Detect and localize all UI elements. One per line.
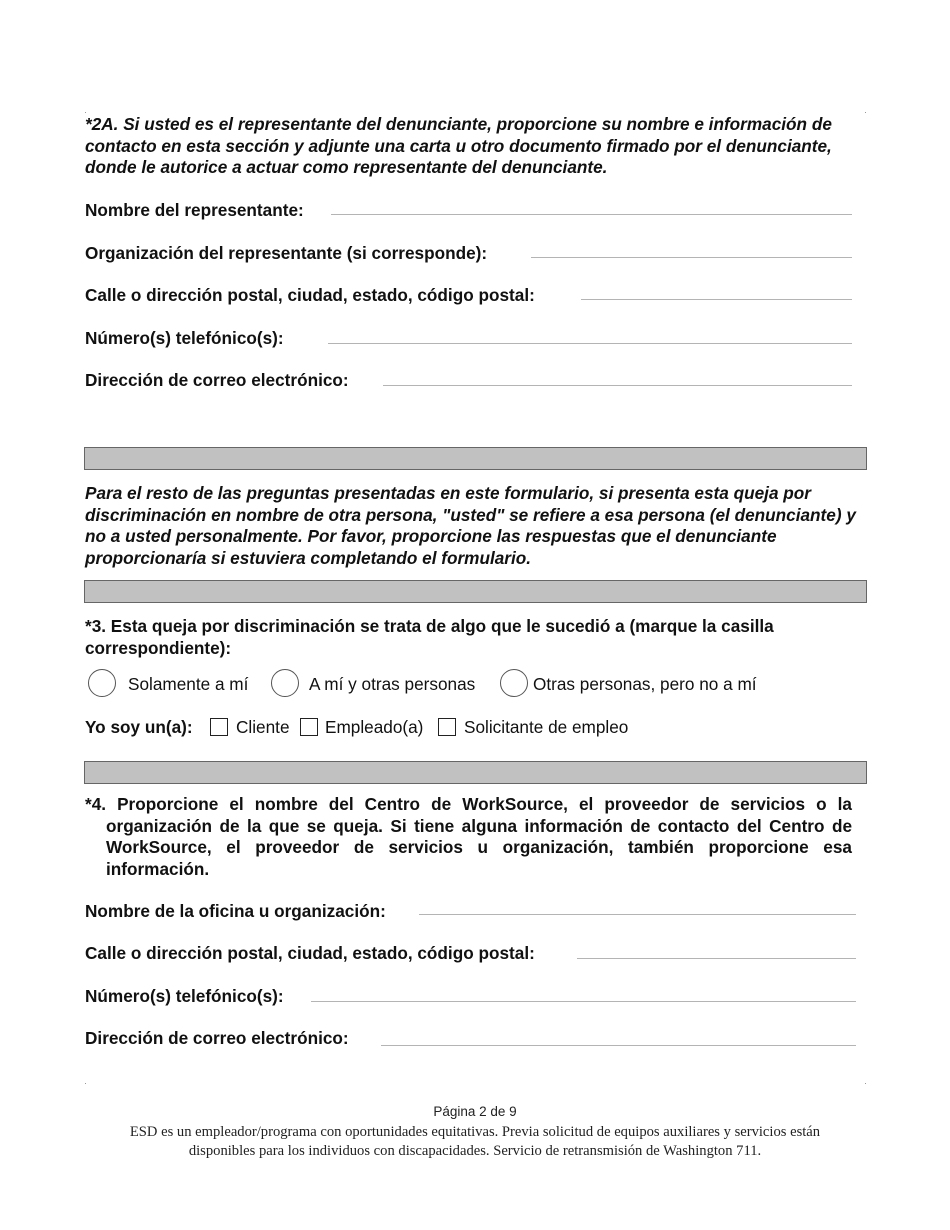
page-number: Página 2 de 9 — [433, 1104, 517, 1119]
option-me-and-others-label: A mí y otras personas — [309, 674, 476, 694]
office-name-field[interactable] — [419, 914, 856, 915]
representative-phone-field[interactable] — [328, 343, 852, 344]
question-4-text: *4. Proporcione el nombre del Centro de WorkSource, el proveedor de servicios o la organización de la que se queja. Si tiene alguna información de contacto del Centro de WorkSource, el proveedor de servicios u organización, también proporcione esa información. — [85, 794, 852, 879]
representative-address-label: Calle o dirección postal, ciudad, estado, código postal: — [85, 285, 535, 305]
question-3-text: *3. Esta queja por discriminación se trata de algo que le sucedió a (marque la casilla correspondiente): — [85, 616, 774, 658]
role-client-label: Cliente — [236, 717, 290, 737]
representative-name-label: Nombre del representante: — [85, 200, 304, 220]
checkbox-employee[interactable] — [300, 718, 318, 736]
option-others-not-me-label: Otras personas, pero no a mí — [533, 674, 757, 694]
representative-email-label: Dirección de correo electrónico: — [85, 370, 349, 390]
section-divider — [84, 761, 867, 784]
representative-email-field[interactable] — [383, 385, 852, 386]
section-divider — [84, 447, 867, 470]
complainant-note: Para el resto de las preguntas presentadas en este formulario, si presenta esta queja por discriminación en nombre de otra persona, "usted" se refiere a esa persona (el denunciante) y no a usted personalmente. Por favor, proporcione las respuestas que el denunciante proporcionaría si estuviera completando el formulario. — [85, 483, 856, 568]
office-name-label: Nombre de la oficina u organización: — [85, 901, 386, 921]
question-4 — [85, 794, 852, 880]
checkbox-job-applicant[interactable] — [438, 718, 456, 736]
radio-only-me[interactable] — [88, 669, 116, 697]
office-email-label: Dirección de correo electrónico: — [85, 1028, 349, 1048]
corner-mark — [85, 1083, 86, 1084]
role-job-applicant-label: Solicitante de empleo — [464, 717, 629, 737]
corner-mark — [85, 112, 86, 113]
representative-organization-label: Organización del representante (si corresponde): — [85, 243, 488, 263]
role-employee-label: Empleado(a) — [325, 717, 424, 737]
representative-phone-label: Número(s) telefónico(s): — [85, 328, 284, 348]
office-email-field[interactable] — [381, 1045, 856, 1046]
corner-mark — [865, 1083, 866, 1084]
checkbox-client[interactable] — [210, 718, 228, 736]
representative-organization-field[interactable] — [531, 257, 852, 258]
representative-name-field[interactable] — [331, 214, 852, 215]
office-phone-field[interactable] — [311, 1001, 856, 1002]
section-divider — [84, 580, 867, 603]
radio-me-and-others[interactable] — [271, 669, 299, 697]
representative-address-field[interactable] — [581, 299, 852, 300]
role-label: Yo soy un(a): — [85, 717, 193, 737]
section-2a-heading: *2A. Si usted es el representante del denunciante, proporcione su nombre e información de contacto en esta sección y adjunte una carta u otro documento firmado por el denunciante, donde le autorice a actuar como representante del denunciante. — [85, 114, 832, 177]
radio-others-not-me[interactable] — [500, 669, 528, 697]
option-only-me-label: Solamente a mí — [128, 674, 249, 694]
footer-note: ESD es un empleador/programa con oportunidades equitativas. Previa solicitud de equipos auxiliares y servicios están disponibles para los individuos con discapacidades. Servicio de retransmisión de Washington 711. — [129, 1124, 821, 1159]
office-address-field[interactable] — [577, 958, 856, 959]
office-phone-label: Número(s) telefónico(s): — [85, 986, 284, 1006]
office-address-label: Calle o dirección postal, ciudad, estado, código postal: — [85, 943, 535, 963]
corner-mark — [865, 112, 866, 113]
